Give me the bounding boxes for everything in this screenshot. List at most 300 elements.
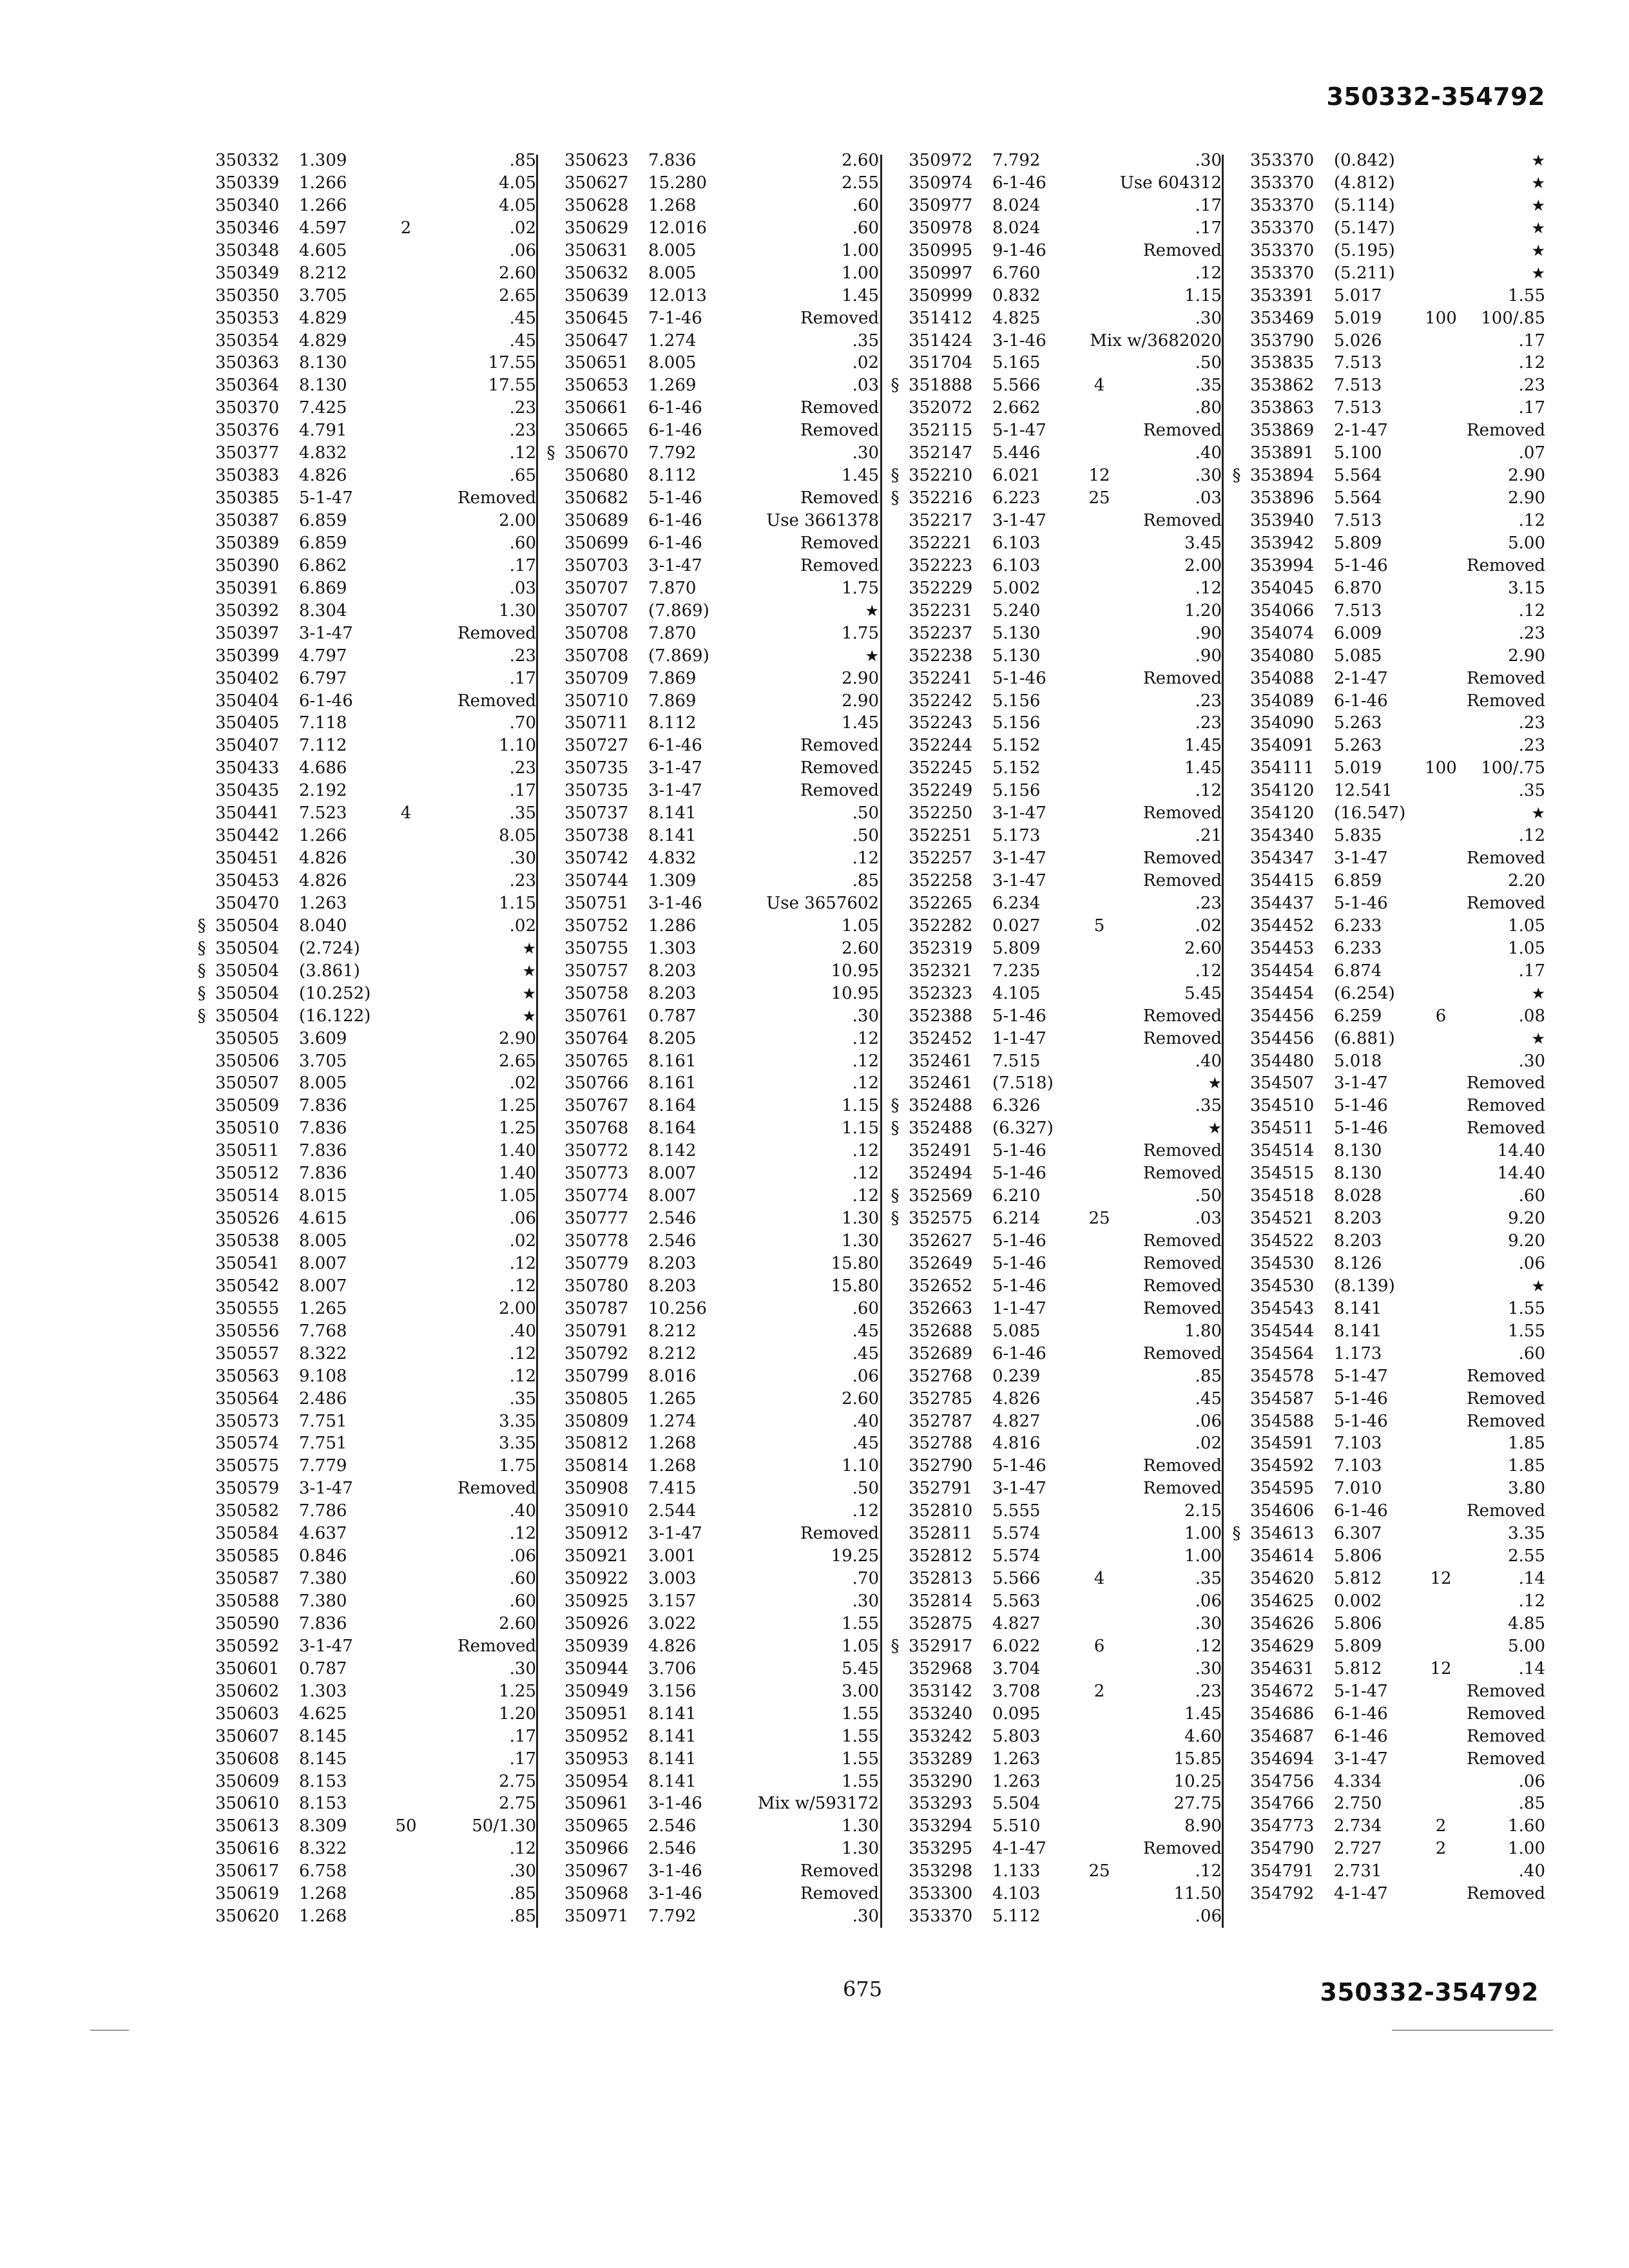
price-or-status: Removed: [458, 691, 536, 711]
reference-value: 5.130: [992, 646, 1041, 666]
price-or-status: 2.60: [842, 938, 879, 958]
reference-value: 3.706: [648, 1658, 697, 1678]
listing-row: [543, 1162, 879, 1185]
listing-row: [1228, 690, 1545, 713]
reference-value: 8.005: [648, 353, 697, 373]
page-range-header: 350332-354792: [1326, 82, 1545, 111]
listing-row: [1228, 487, 1545, 510]
listing-row: [1228, 1050, 1545, 1073]
price-or-status: Removed: [1467, 1119, 1545, 1139]
part-number: 350504: [215, 1006, 280, 1026]
reference-value: 5.112: [992, 1907, 1041, 1927]
listing-row: [887, 712, 1222, 735]
price-or-status: .45: [852, 1343, 879, 1363]
price-or-status: 1.30: [842, 1209, 879, 1229]
section-mark: §: [891, 1636, 900, 1656]
price-or-status: 14.40: [1497, 1164, 1545, 1184]
price-or-status: .21: [1195, 826, 1222, 846]
listing-row: [887, 1298, 1222, 1320]
reference-value: 8.141: [648, 1771, 697, 1791]
part-number: 353293: [909, 1794, 973, 1814]
listing-row: [887, 1320, 1222, 1343]
reference-value: 3-1-47: [992, 511, 1046, 530]
part-number: 353835: [1250, 353, 1315, 373]
part-number: 352245: [909, 758, 973, 778]
reference-value: 5.446: [992, 443, 1041, 463]
listing-row: [193, 1365, 536, 1388]
reference-value: 7.870: [648, 623, 697, 643]
price-or-status: 1.55: [842, 1771, 879, 1791]
reference-value: 1.173: [1334, 1343, 1382, 1363]
listing-row: [543, 690, 879, 713]
reference-value: 5.085: [1334, 646, 1382, 666]
part-number: 350509: [215, 1096, 280, 1116]
reference-value: 4.825: [992, 308, 1041, 328]
reference-value: 3-1-47: [992, 1479, 1046, 1499]
reference-value: 0.002: [1334, 1591, 1382, 1611]
price-or-status: ★: [1531, 1276, 1545, 1295]
section-mark: §: [891, 488, 900, 508]
listing-row: [543, 1028, 879, 1050]
price-or-status: ★: [1531, 151, 1545, 169]
reference-value: 8.005: [299, 1231, 347, 1251]
part-number: 350505: [215, 1028, 280, 1048]
reference-value: 6.103: [992, 533, 1041, 553]
reference-value: 6-1-46: [299, 691, 353, 711]
price-or-status: Mix w/3682020: [1090, 331, 1222, 351]
part-number: 354625: [1250, 1591, 1315, 1611]
part-number: 350774: [564, 1186, 629, 1206]
price-or-status: .12: [1195, 781, 1222, 801]
reference-value: 7.513: [1334, 398, 1382, 418]
part-number: 352229: [909, 578, 973, 598]
price-or-status: .50: [852, 826, 879, 846]
price-or-status: ★: [1531, 984, 1545, 1003]
part-number: 352452: [909, 1028, 973, 1048]
listing-row: [1228, 757, 1545, 780]
part-number: 350582: [215, 1501, 280, 1521]
price-or-status: .60: [509, 533, 536, 553]
quantity: 100: [1425, 758, 1457, 778]
reference-value: 4.832: [648, 849, 697, 869]
reference-value: 6.022: [992, 1636, 1041, 1656]
reference-value: 9-1-46: [992, 240, 1046, 260]
listing-row: [543, 374, 879, 397]
part-number: 350761: [564, 1006, 629, 1026]
reference-value: 1-1-47: [992, 1028, 1046, 1048]
listing-row: [193, 600, 536, 622]
listing-row: [887, 645, 1222, 668]
part-number: 353469: [1250, 308, 1315, 328]
listing-row: [887, 892, 1222, 915]
price-or-status: Removed: [1143, 803, 1222, 823]
part-number: 350387: [215, 511, 280, 530]
part-number: 350627: [564, 173, 629, 193]
reference-value: 5-1-46: [992, 668, 1046, 688]
listing-row: [887, 735, 1222, 757]
reference-value: 3-1-47: [992, 803, 1046, 823]
price-or-status: .02: [852, 353, 879, 373]
price-or-status: Removed: [1143, 1479, 1222, 1499]
price-or-status: .65: [509, 466, 536, 486]
price-or-status: 1.75: [842, 623, 879, 643]
listing-row: [1228, 465, 1545, 487]
price-or-status: Removed: [458, 488, 536, 508]
part-number: 350758: [564, 983, 629, 1003]
reference-value: 5-1-46: [1334, 1119, 1388, 1139]
price-or-status: .12: [852, 1164, 879, 1184]
reference-value: 6-1-46: [648, 421, 702, 441]
part-number: 353370: [1250, 218, 1315, 238]
price-or-status: .12: [509, 1276, 536, 1296]
price-or-status: 1.15: [499, 893, 536, 913]
price-or-status: .17: [1518, 331, 1545, 351]
part-number: 350710: [564, 691, 629, 711]
listing-row: [887, 1771, 1222, 1793]
part-number: 350377: [215, 443, 280, 463]
reference-value: 7.513: [1334, 511, 1382, 530]
column-divider: [1222, 155, 1224, 1928]
price-or-status: .30: [1195, 466, 1222, 486]
reference-value: 3-1-46: [648, 893, 702, 913]
listing-row: [543, 1500, 879, 1523]
listing-row: [887, 690, 1222, 713]
part-number: 354522: [1250, 1231, 1315, 1251]
listing-row: [543, 172, 879, 195]
price-or-status: Removed: [1467, 1749, 1545, 1769]
part-number: 350390: [215, 555, 280, 575]
listing-row: [193, 802, 536, 825]
listing-row: [193, 645, 536, 668]
price-or-status: .23: [1518, 736, 1545, 756]
reference-value: 6.021: [992, 466, 1041, 486]
reference-value: 5.566: [992, 376, 1041, 396]
part-number: 350651: [564, 353, 629, 373]
listing-row: [1228, 1477, 1545, 1500]
price-or-status: 1.45: [842, 466, 879, 486]
listing-row: [1228, 374, 1545, 397]
price-or-status: Removed: [1143, 1343, 1222, 1363]
reference-value: 6.870: [1334, 578, 1382, 598]
price-or-status: .85: [509, 1907, 536, 1927]
listing-row: [887, 1500, 1222, 1523]
listing-row: [1228, 1860, 1545, 1883]
part-number: 350610: [215, 1794, 280, 1814]
listing-row: [1228, 442, 1545, 465]
reference-value: 1.268: [648, 195, 697, 215]
page-number: 675: [843, 1977, 883, 2001]
part-number: 352231: [909, 601, 973, 620]
reference-value: 8.130: [299, 376, 347, 396]
reference-value: 6.326: [992, 1096, 1041, 1116]
section-mark: §: [197, 1006, 206, 1026]
price-or-status: 1.45: [1184, 736, 1222, 756]
part-number: 350965: [564, 1816, 629, 1836]
listing-row: [543, 577, 879, 600]
reference-value: 6-1-46: [1334, 1726, 1388, 1746]
part-number: 350944: [564, 1658, 629, 1678]
part-number: 354456: [1250, 1006, 1315, 1026]
listing-row: [1228, 1703, 1545, 1725]
price-or-status: .12: [1518, 1591, 1545, 1611]
part-number: 352244: [909, 736, 973, 756]
section-mark: §: [891, 1186, 900, 1206]
part-number: 352461: [909, 1073, 973, 1093]
listing-row: [193, 1905, 536, 1928]
reference-value: 7-1-46: [648, 308, 702, 328]
price-or-status: .06: [509, 1209, 536, 1229]
reference-value: 2.731: [1334, 1861, 1382, 1881]
reference-value: 1.265: [648, 1389, 697, 1408]
listing-row: [1228, 1162, 1545, 1185]
listing-row: [887, 1725, 1222, 1748]
price-or-status: .12: [852, 1141, 879, 1161]
reference-value: 5.263: [1334, 713, 1382, 733]
reference-value: 3-1-47: [648, 758, 702, 778]
part-number: 354587: [1250, 1389, 1315, 1408]
listing-row: [543, 1095, 879, 1117]
price-or-status: .12: [852, 1186, 879, 1206]
part-number: 352569: [909, 1186, 973, 1206]
listing-row: [193, 1207, 536, 1230]
listing-row: [543, 1207, 879, 1230]
part-number: 354613: [1250, 1524, 1315, 1544]
price-or-status: 1.05: [1508, 938, 1545, 958]
part-number: 352813: [909, 1569, 973, 1589]
listing-row: [193, 465, 536, 487]
reference-value: 10.256: [648, 1298, 707, 1318]
reference-value: 7.415: [648, 1479, 697, 1499]
reference-value: 1.309: [299, 151, 347, 170]
price-or-status: .30: [1195, 151, 1222, 170]
listing-row: [1228, 1185, 1545, 1207]
listing-row: [1228, 1725, 1545, 1748]
part-number: 350645: [564, 308, 629, 328]
reference-value: 3.003: [648, 1569, 697, 1589]
price-or-status: Removed: [1143, 240, 1222, 260]
price-or-status: 1.00: [1184, 1546, 1222, 1566]
reference-value: 3-1-47: [648, 555, 702, 575]
listing-row: [193, 1792, 536, 1815]
price-or-status: .02: [509, 218, 536, 238]
listing-row: [1228, 1545, 1545, 1568]
price-or-status: .85: [1518, 1794, 1545, 1814]
listing-row: [1228, 1388, 1545, 1410]
price-or-status: .17: [509, 1749, 536, 1769]
part-number: 352223: [909, 555, 973, 575]
price-or-status: ★: [865, 601, 879, 620]
part-number: 352811: [909, 1524, 973, 1544]
price-or-status: 2.65: [499, 285, 536, 305]
part-number: 354480: [1250, 1051, 1315, 1071]
listing-row: [193, 915, 536, 937]
reference-value: 4.832: [299, 443, 347, 463]
listing-row: [1228, 285, 1545, 307]
reference-value: 8.161: [648, 1073, 697, 1093]
reference-value: 6.214: [992, 1209, 1041, 1229]
reference-value: 4.625: [299, 1704, 347, 1724]
reference-value: 8.164: [648, 1119, 697, 1139]
price-or-status: .06: [1195, 1907, 1222, 1927]
price-or-status: Removed: [1467, 893, 1545, 913]
price-or-status: .90: [1195, 646, 1222, 666]
part-number: 350999: [909, 285, 973, 305]
listing-row: [887, 983, 1222, 1005]
reference-value: 5.563: [992, 1591, 1041, 1611]
price-or-status: .60: [852, 1298, 879, 1318]
reference-value: 5-1-46: [1334, 555, 1388, 575]
price-or-status: Removed: [800, 1861, 879, 1881]
part-number: 352494: [909, 1164, 973, 1184]
listing-row: [193, 285, 536, 307]
reference-value: 8.203: [648, 1253, 697, 1273]
part-number: 350573: [215, 1411, 280, 1431]
reference-value: 8.130: [299, 353, 347, 373]
listing-row: [887, 1185, 1222, 1207]
price-or-status: Removed: [458, 1636, 536, 1656]
price-or-status: 1.00: [842, 240, 879, 260]
part-number: 353294: [909, 1816, 973, 1836]
reference-value: 7.751: [299, 1411, 347, 1431]
price-or-status: Removed: [1467, 1501, 1545, 1521]
listing-row: [887, 397, 1222, 419]
reference-value: 5-1-46: [1334, 1096, 1388, 1116]
part-number: 350608: [215, 1749, 280, 1769]
price-or-status: ★: [865, 646, 879, 665]
reference-value: 1.266: [299, 173, 347, 193]
reference-value: 0.787: [299, 1658, 347, 1678]
section-mark: §: [891, 466, 900, 486]
price-or-status: ★: [1531, 264, 1545, 282]
reference-value: 7.870: [648, 578, 697, 598]
listing-row: [543, 1432, 879, 1455]
price-or-status: 1.30: [842, 1816, 879, 1836]
listing-row: [193, 352, 536, 374]
price-or-status: 2.60: [499, 1613, 536, 1633]
reference-value: 6.223: [992, 488, 1041, 508]
part-number: 352237: [909, 623, 973, 643]
reference-value: 5.152: [992, 736, 1041, 756]
listing-row: [543, 465, 879, 487]
reference-value: 0.846: [299, 1546, 347, 1566]
listing-row: [543, 1455, 879, 1477]
price-or-status: .12: [852, 1073, 879, 1093]
price-or-status: .12: [1195, 263, 1222, 283]
part-number: 350575: [215, 1456, 280, 1476]
reference-value: 1.309: [648, 871, 697, 890]
price-or-status: Removed: [800, 421, 879, 441]
reference-value: 7.380: [299, 1569, 347, 1589]
listing-row: [887, 465, 1222, 487]
listing-row: [543, 735, 879, 757]
listing-row: [543, 892, 879, 915]
listing-row: [1228, 668, 1545, 690]
listing-row: [543, 307, 879, 330]
reference-value: 8.005: [648, 263, 697, 283]
listing-row: [1228, 892, 1545, 915]
listing-row: [193, 442, 536, 465]
listing-row: [543, 1140, 879, 1162]
part-number: 354080: [1250, 646, 1315, 666]
reference-value: 8.141: [648, 1749, 697, 1769]
part-number: 350707: [564, 578, 629, 598]
listing-row: [193, 735, 536, 757]
reference-value: 4.797: [299, 646, 347, 666]
listing-row: [543, 1883, 879, 1905]
listing-row: [543, 600, 879, 622]
reference-value: 15.280: [648, 173, 707, 193]
part-number: 350602: [215, 1681, 280, 1701]
reference-value: 6.874: [1334, 961, 1382, 981]
price-or-status: Removed: [800, 781, 879, 801]
part-number: 350921: [564, 1546, 629, 1566]
reference-value: 5-1-47: [1334, 1681, 1388, 1701]
reference-value: 5-1-46: [992, 1164, 1046, 1184]
price-or-status: 17.55: [488, 376, 536, 396]
listing-row: [1228, 825, 1545, 847]
price-or-status: 1.25: [499, 1681, 536, 1701]
reference-value: 5.803: [992, 1726, 1041, 1746]
part-number: 354507: [1250, 1073, 1315, 1093]
reference-value: 2.727: [1334, 1839, 1382, 1859]
part-number: 352791: [909, 1479, 973, 1499]
reference-value: 3-1-46: [648, 1794, 702, 1814]
part-number: 350665: [564, 421, 629, 441]
part-number: 350809: [564, 1411, 629, 1431]
reference-value: 6-1-46: [1334, 691, 1388, 711]
listing-row: [887, 757, 1222, 780]
part-number: 350779: [564, 1253, 629, 1273]
reference-value: 8.212: [648, 1321, 697, 1341]
quantity: 12: [1430, 1658, 1452, 1678]
price-or-status: .70: [509, 713, 536, 733]
price-or-status: .12: [852, 849, 879, 869]
section-mark: §: [1232, 1524, 1241, 1544]
price-or-status: .17: [1195, 195, 1222, 215]
listing-row: [1228, 1771, 1545, 1793]
part-number: 352241: [909, 668, 973, 688]
reference-value: 7.836: [648, 151, 697, 170]
part-number: 353863: [1250, 398, 1315, 418]
price-or-status: .06: [509, 240, 536, 260]
reference-value: 6-1-46: [992, 1343, 1046, 1363]
quantity: 5: [1094, 916, 1105, 936]
listing-row: [887, 915, 1222, 937]
part-number: 354578: [1250, 1366, 1315, 1386]
price-or-status: 10.95: [831, 961, 879, 981]
listing-row: [193, 1230, 536, 1253]
part-number: 354454: [1250, 961, 1315, 981]
listing-row: [193, 1117, 536, 1140]
listing-row: [887, 1477, 1222, 1500]
price-or-status: 2.55: [1508, 1546, 1545, 1566]
reference-value: (16.122): [299, 1006, 371, 1026]
reference-value: 5.806: [1334, 1546, 1382, 1566]
part-number: 350777: [564, 1209, 629, 1229]
part-number: 350977: [909, 195, 973, 215]
price-or-status: 50/1.30: [472, 1816, 536, 1836]
part-number: 350556: [215, 1321, 280, 1341]
part-number: 353370: [1250, 195, 1315, 215]
price-or-status: .60: [852, 195, 879, 215]
listing-row: [887, 285, 1222, 307]
listing-row: [887, 1792, 1222, 1815]
price-or-status: 14.40: [1497, 1141, 1545, 1161]
price-or-status: .85: [509, 1884, 536, 1904]
part-number: 350617: [215, 1861, 280, 1881]
listing-row: [1228, 847, 1545, 870]
listing-column-2: [543, 149, 879, 1928]
